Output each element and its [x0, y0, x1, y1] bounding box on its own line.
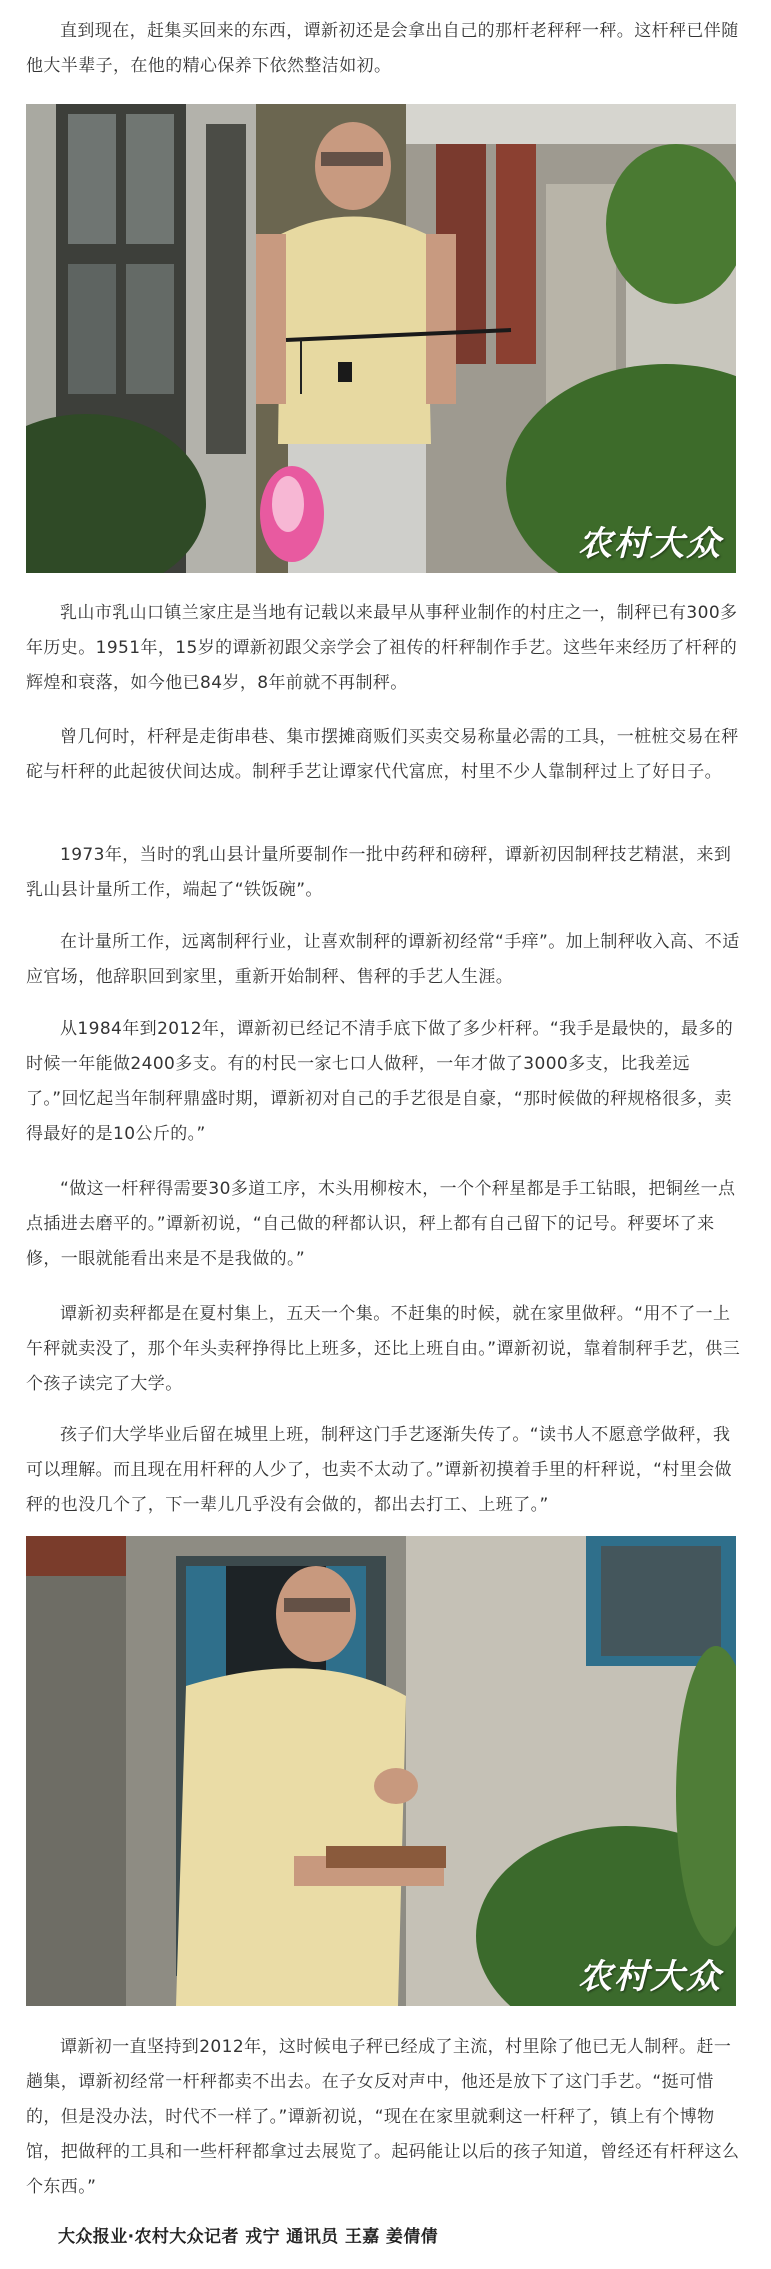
byline: 大众报业·农村大众记者 戎宁 通讯员 王嘉 姜倩倩 — [58, 2227, 439, 2247]
photo-old-man-weighing-with-steelyard — [26, 104, 736, 573]
paragraph-4: 1973年，当时的乳山县计量所要制作一批中药秤和磅秤，谭新初因制秤技艺精湛，来到乳山县计量所工作，端起了“铁饭碗”。 — [26, 845, 732, 900]
paragraph-7: “做这一杆秤得需要30多道工序，木头用柳桉木，一个个秤星都是手工钻眼，把铜丝一点点插进去磨平的。”谭新初说，“自己做的秤都认识，秤上都有自己留下的记号。秤要坏了来修，一眼就能看出来是不是我做的。” — [26, 1179, 736, 1269]
paragraph-3: 曾几何时，杆秤是走街串巷、集市摆摊商贩们买卖交易称量必需的工具，一桩桩交易在秤砣与杆秤的此起彼伏间达成。制秤手艺让谭家代代富庶，村里不少人靠制秤过上了好日子。 — [26, 727, 739, 782]
photo-watermark: 农村大众 — [578, 1957, 722, 1997]
photo-old-man-holding-steelyard-tools — [26, 1536, 736, 2006]
paragraph-5: 在计量所工作，远离制秤行业，让喜欢制秤的谭新初经常“手痒”。加上制秤收入高、不适应官场，他辞职回到家里，重新开始制秤、售秤的手艺人生涯。 — [26, 932, 740, 987]
paragraph-9: 孩子们大学毕业后留在城里上班，制秤这门手艺逐渐失传了。“读书人不愿意学做秤，我可以理解。而且现在用杆秤的人少了，也卖不太动了。”谭新初摸着手里的杆秤说，“村里会做秤的也没几个了，下一辈儿几乎没有会做的，都出去打工、上班了。” — [26, 1425, 732, 1515]
paragraph-8: 谭新初卖秤都是在夏村集上，五天一个集。不赶集的时候，就在家里做秤。“用不了一上午秤就卖没了，那个年头卖秤挣得比上班多，还比上班自由。”谭新初说，靠着制秤手艺，供三个孩子读完了大学。 — [26, 1304, 741, 1394]
photo-watermark: 农村大众 — [578, 524, 722, 564]
paragraph-6: 从1984年到2012年，谭新初已经记不清手底下做了多少杆秤。“我手是最快的，最多的时候一年能做2400多支。有的村民一家七口人做秤，一年才做了3000多支，比我差远了。”回忆起当年制秤鼎盛时期，谭新初对自己的手艺很是自豪，“那时候做的秤规格很多，卖得最好的是10公斤的。” — [26, 1019, 734, 1144]
paragraph-1: 直到现在，赶集买回来的东西，谭新初还是会拿出自己的那杆老秤秤一秤。这杆秤已伴随他大半辈子，在他的精心保养下依然整洁如初。 — [26, 21, 739, 76]
paragraph-10: 谭新初一直坚持到2012年，这时候电子秤已经成了主流，村里除了他已无人制秤。赶一趟集，谭新初经常一杆秤都卖不出去。在子女反对声中，他还是放下了这门手艺。“挺可惜的，但是没办法，时代不一样了。”谭新初说，“现在在家里就剩这一杆秤了，镇上有个博物馆，把做秤的工具和一些杆秤都拿过去展览了。起码能让以后的孩子知道，曾经还有杆秤这么个东西。” — [26, 2037, 740, 2197]
paragraph-2: 乳山市乳山口镇兰家庄是当地有记载以来最早从事秤业制作的村庄之一，制秤已有300多年历史。1951年，15岁的谭新初跟父亲学会了祖传的杆秤制作手艺。这些年来经历了杆秤的辉煌和衰落，如今他已84岁，8年前就不再制秤。 — [26, 603, 738, 693]
